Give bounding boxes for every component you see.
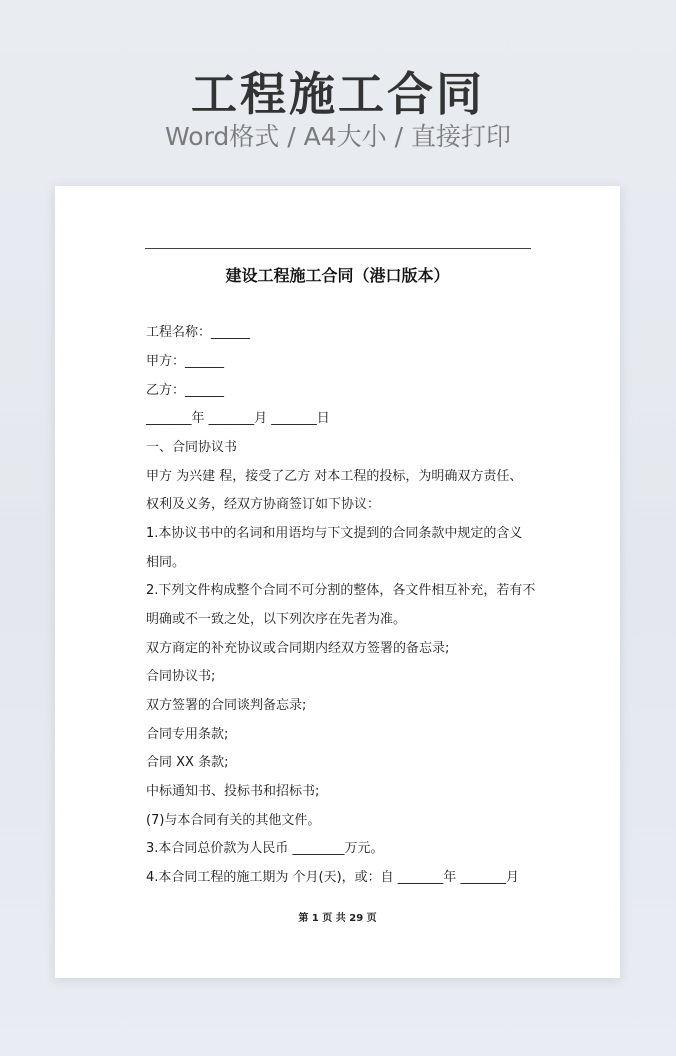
list-item: 中标通知书、投标书和招标书; — [146, 784, 320, 799]
document-title: 建设工程施工合同（港口版本） — [225, 266, 450, 285]
paragraph-line: 甲方 为兴建 程，接受了乙方 对本工程的投标，为明确双方责任、 — [146, 469, 523, 484]
hero-title: 工程施工合同 — [191, 67, 485, 121]
list-item: 双方商定的补充协议或合同期内经双方签署的备忘录; — [146, 641, 450, 656]
list-item: 合同协议书; — [146, 669, 216, 684]
hero-subtitle: Word格式 / A4大小 / 直接打印 — [165, 122, 511, 151]
paragraph-line: 权利及义务，经双方协商签订如下协议： — [146, 497, 381, 512]
section-heading: 一、合同协议书 — [146, 440, 238, 455]
header-rule — [145, 248, 531, 249]
date-line: _______年 _______月 _______日 — [146, 411, 330, 426]
paragraph-line: 1.本协议书中的名词和用语均与下文提到的合同条款中规定的含义 — [146, 526, 523, 541]
paragraph-line: 4.本合同工程的施工期为 个月(天)，或：自 _______年 _______月 — [146, 870, 519, 885]
paragraph-line: 2.下列文件构成整个合同不可分割的整体，各文件相互补充，若有不 — [146, 583, 536, 598]
list-item: 合同 XX 条款; — [146, 755, 229, 770]
paragraph-line: 明确或不一致之处，以下列次序在先者为准。 — [146, 612, 407, 627]
paragraph-line: 3.本合同总价款为人民币 ________万元。 — [146, 841, 384, 856]
paragraph-line: 相同。 — [146, 555, 186, 570]
party-b-line: 乙方：______ — [146, 383, 225, 398]
document-page — [55, 186, 620, 978]
project-name-line: 工程名称：______ — [146, 325, 251, 340]
list-item: 合同专用条款; — [146, 727, 229, 742]
page-number-footer: 第 1 页 共 29 页 — [298, 913, 377, 924]
list-item: 双方签署的合同谈判备忘录; — [146, 698, 307, 713]
list-item: (7)与本合同有关的其他文件。 — [146, 813, 321, 828]
party-a-line: 甲方：______ — [146, 354, 225, 369]
